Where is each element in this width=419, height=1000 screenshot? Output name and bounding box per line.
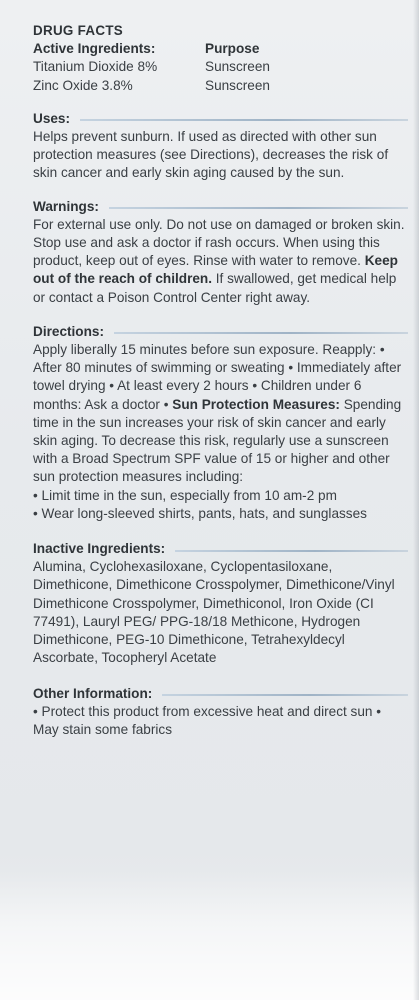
inactive-ingredients-heading: Inactive Ingredients: [33,541,166,557]
drug-facts-title: DRUG FACTS [33,23,124,38]
other-information-heading: Other Information: [33,685,153,701]
box-edge-shadow [413,0,419,1000]
warnings-heading-row [33,198,408,216]
ingredient-name: Titanium Dioxide 8% [33,59,158,75]
warnings-text [33,216,408,307]
inactive-ingredients-section [33,540,408,667]
warnings-section [33,198,408,307]
uses-text: Helps prevent sunburn. If used as directed with other sun protection measures (see Directions), decreases the risk of skin cancer and early skin aging caused by the sun. [33,129,389,181]
section-divider [80,119,408,121]
uses-heading-row [33,110,408,128]
purpose-header: Purpose [205,41,260,57]
directions-section [33,323,408,523]
section-divider [114,332,408,334]
active-ingredients-header: Active Ingredients: [33,41,156,57]
uses-section [33,110,408,183]
section-divider [162,694,408,696]
inactive-heading-row [33,540,408,558]
purpose-column [205,40,385,95]
sun-protection-measures-label: Sun Protection Measures: [172,396,340,412]
directions-bullet: • Limit time in the sun, especially from 10 am-2 pm [33,487,337,503]
inactive-ingredients-text: Alumina, Cyclohexasiloxane, Cyclopentasiloxane, Dimethicone, Dimethicone Crosspolymer, Dimethicone/Vinyl Dimethicone Crosspolymer, Dimethiconol, Iron Oxide (CI 77491), Lauryl PEG/ PPG-18/18 Methicone, Hydrogen Dimethicone, PEG-10 Dimethicone, Tetrahexyldecyl Ascorbate, Tocopheryl Acetate [33,559,395,666]
section-divider [175,550,408,552]
active-ingredients-column [33,40,205,95]
box-bottom-highlight [0,870,419,1000]
other-information-section [33,685,408,740]
other-heading-row [33,685,408,703]
directions-text [33,341,408,487]
directions-heading-row [33,323,408,341]
uses-heading: Uses: [33,110,71,126]
warnings-text-a: For external use only. Do not use on damaged or broken skin. Stop use and ask a doctor if rash occurs. When using this product, keep out of eyes. Rinse with water to remove. [33,216,405,269]
ingredient-name: Zinc Oxide 3.8% [33,77,133,93]
warnings-heading: Warnings: [33,198,99,214]
warnings-keep-out-of-reach: Keep out of the reach of children. [33,253,398,287]
section-divider [109,207,408,209]
directions-text-a: Apply liberally 15 minutes before sun exposure. Reapply: • After 80 minutes of swimming or sweating • Immediately after towel drying • At least every 2 hours • Children under 6 months: Ask a doctor • [33,342,402,412]
ingredient-purpose: Sunscreen [205,59,270,75]
other-information-text: • Protect this product from excessive heat and direct sun • May stain some fabrics [33,703,382,737]
directions-text-b: Spending time in the sun increases your risk of skin cancer and early skin aging. To decrease this risk, regularly use a sunscreen with a Broad Spectrum SPF value of 15 or higher and other sun protection measures including: [33,396,402,485]
drug-facts-panel [33,22,408,739]
active-ingredients-table [33,40,408,95]
directions-bullet: • Wear long-sleeved shirts, pants, hats, and sunglasses [33,505,367,521]
directions-heading: Directions: [33,323,105,339]
warnings-text-b: If swallowed, get medical help or contact a Poison Control Center right away. [33,271,397,305]
ingredient-purpose: Sunscreen [205,77,270,93]
